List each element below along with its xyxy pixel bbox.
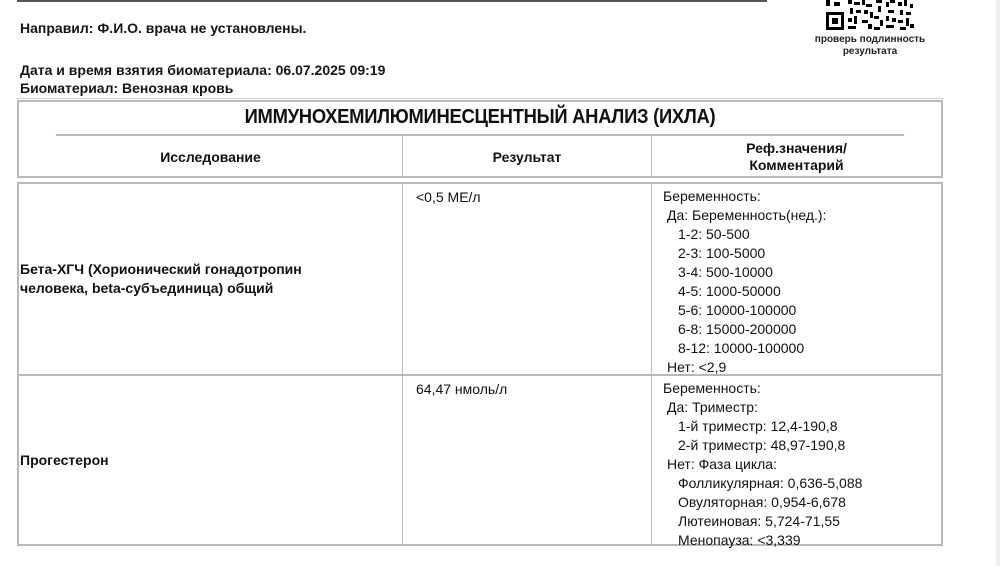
test-name [19,184,403,374]
section-header-table [17,100,943,178]
qr-caption-line2: результата [842,46,898,57]
ref-line: 2-3: 100-5000 [678,245,766,261]
column-headers [19,136,941,178]
ref-line: Менопауза: <3,339 [678,532,801,548]
ref-line: 2-й триместр: 48,97-190,8 [678,437,846,453]
ref-line: Да: Беременность(нед.): [667,207,827,223]
referred-by: Направил: Ф.И.О. врача не установлены. [20,20,307,36]
page-edge [996,0,1000,566]
ref-line: 1-2: 50-500 [678,226,750,242]
test-result: <0,5 МЕ/л [403,184,652,374]
ref-line: Да: Триместр: [667,399,758,415]
ref-line: 6-8: 15000-200000 [678,321,797,337]
ref-line: 8-12: 10000-100000 [678,340,805,356]
column-header-result: Результат [403,136,652,178]
biomaterial: Биоматериал: Венозная кровь [20,80,234,96]
sample-datetime: Дата и время взятия биоматериала: 06.07.2025 09:19 [20,62,386,78]
column-header-reference-line2: Комментарий [749,157,844,173]
ref-line: 4-5: 1000-50000 [678,283,781,299]
column-header-reference [652,136,941,178]
reference-values [652,376,941,548]
test-name-line1: Бета-ХГЧ (Хорионический гонадотропин [20,261,302,277]
column-header-test: Исследование [19,136,403,178]
qr-code-icon[interactable] [822,0,916,32]
ref-line: Фолликулярная: 0,636-5,088 [678,475,863,491]
table-row [19,184,941,376]
column-header-reference-line1: Реф.значения/ [746,140,847,156]
header-divider [17,98,943,99]
ref-line: Нет: <2,9 [667,359,727,375]
results-table [17,182,943,546]
qr-caption [800,34,940,58]
ref-line: Лютеиновая: 5,724-71,55 [678,513,840,529]
ref-line: Беременность: [663,188,761,204]
ref-line: Нет: Фаза цикла: [667,456,777,472]
ref-line: 3-4: 500-10000 [678,264,773,280]
ref-line: 5-6: 10000-100000 [678,302,797,318]
table-row [19,376,941,548]
test-name-line1: Прогестерон [20,451,109,468]
test-name [19,376,403,544]
reference-values [652,184,941,374]
top-divider [17,0,767,2]
ref-line: Беременность: [663,380,761,396]
section-title: ИММУНОХЕМИЛЮМИНЕСЦЕНТНЫЙ АНАЛИЗ (ИХЛА) [56,102,904,136]
test-name-line2: человека, beta-субъединица) общий [20,280,274,296]
ref-line: 1-й триместр: 12,4-190,8 [678,418,838,434]
ref-line: Овуляторная: 0,954-6,678 [678,494,846,510]
qr-caption-line1: проверь подлинность [814,34,926,45]
test-result: 64,47 нмоль/л [403,376,652,544]
